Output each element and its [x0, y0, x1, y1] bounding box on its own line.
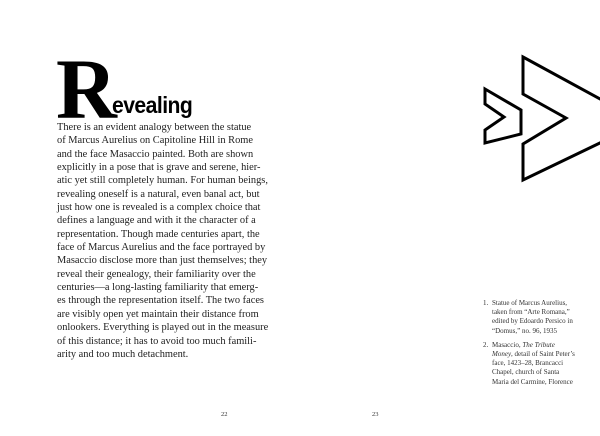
footnote-line [492, 378, 600, 387]
footnote-number: 1. [483, 299, 489, 307]
body-line: There is an evident analogy between the statue [57, 122, 252, 133]
footnote-text: “Domus,” no. 96, 1935 [492, 326, 557, 335]
body-line: of this distance; it has to avoid too much famili- [57, 335, 257, 347]
heading-text: evealing [112, 92, 193, 118]
footnote-number: 2. [483, 340, 489, 349]
footnote-text: taken from “Arte Romana,” [492, 308, 570, 317]
footnote-text: , detail of Saint Peter’s [511, 350, 575, 359]
double-chevron-right-outline-icon [478, 50, 600, 190]
footnote-title-italic: The Tribute [522, 340, 555, 349]
right-page [300, 0, 600, 436]
footnote-text: Masaccio, [492, 340, 523, 349]
footnote-text: edited by Edoardo Persico in [492, 317, 573, 326]
footnote-text: face, 1423–28, Brancacci [492, 359, 564, 368]
footnote-line [492, 368, 600, 377]
footnote-title-italic: Money [492, 350, 512, 359]
footnote-line [492, 308, 600, 317]
body-line: face of Marcus Aurelius and the face portrayed by [57, 242, 266, 254]
page-number-left: 22 [221, 411, 228, 418]
body-line: just how one is revealed is a complex choice that [57, 202, 261, 214]
body-line: are visibly open yet maintain their distance from [57, 308, 259, 320]
body-line: centuries—a long-lasting familiarity that emerg- [57, 282, 259, 294]
body-line: es through the representation itself. The two faces [57, 295, 264, 307]
footnotes [483, 299, 600, 392]
body-line: arity and too much detachment. [57, 348, 189, 360]
body-line: onlookers. Everything is played out in the measure [57, 322, 269, 334]
footnote-item [483, 299, 600, 336]
body-line: revealing oneself is a natural, even banal act, but [57, 188, 260, 200]
body-line: of Marcus Aurelius on Capitoline Hill in Rome [57, 135, 253, 147]
footnote-text: Statue of Marcus Aurelius, [492, 299, 568, 307]
body-line: Masaccio disclose more than just themselves; they [57, 255, 268, 267]
body-line: explicitly in a pose that is grave and serene, hier- [57, 162, 261, 174]
body-line: and the face Masaccio painted. Both are shown [57, 148, 254, 160]
body-line: atic yet still completely human. For human beings, [57, 175, 268, 187]
footnote-line [492, 317, 600, 326]
footnote-line [492, 350, 600, 359]
dropcap-letter: R [56, 41, 115, 137]
footnote-line [492, 359, 600, 368]
footnote-text: Maria del Carmine, Florence [492, 377, 573, 386]
body-line: representation. Though made centuries apart, the [57, 228, 260, 240]
footnote-line [492, 341, 600, 350]
body-line: reveal their genealogy, their familiarity over the [57, 268, 256, 280]
footnote-line [492, 299, 600, 308]
body-paragraph [57, 121, 269, 361]
body-line: defines a language and with it the character of a [57, 215, 256, 227]
footnote-item [483, 341, 600, 387]
page-number-right: 23 [372, 411, 379, 418]
footnote-line [492, 327, 600, 336]
footnote-text: Chapel, church of Santa [492, 368, 560, 377]
